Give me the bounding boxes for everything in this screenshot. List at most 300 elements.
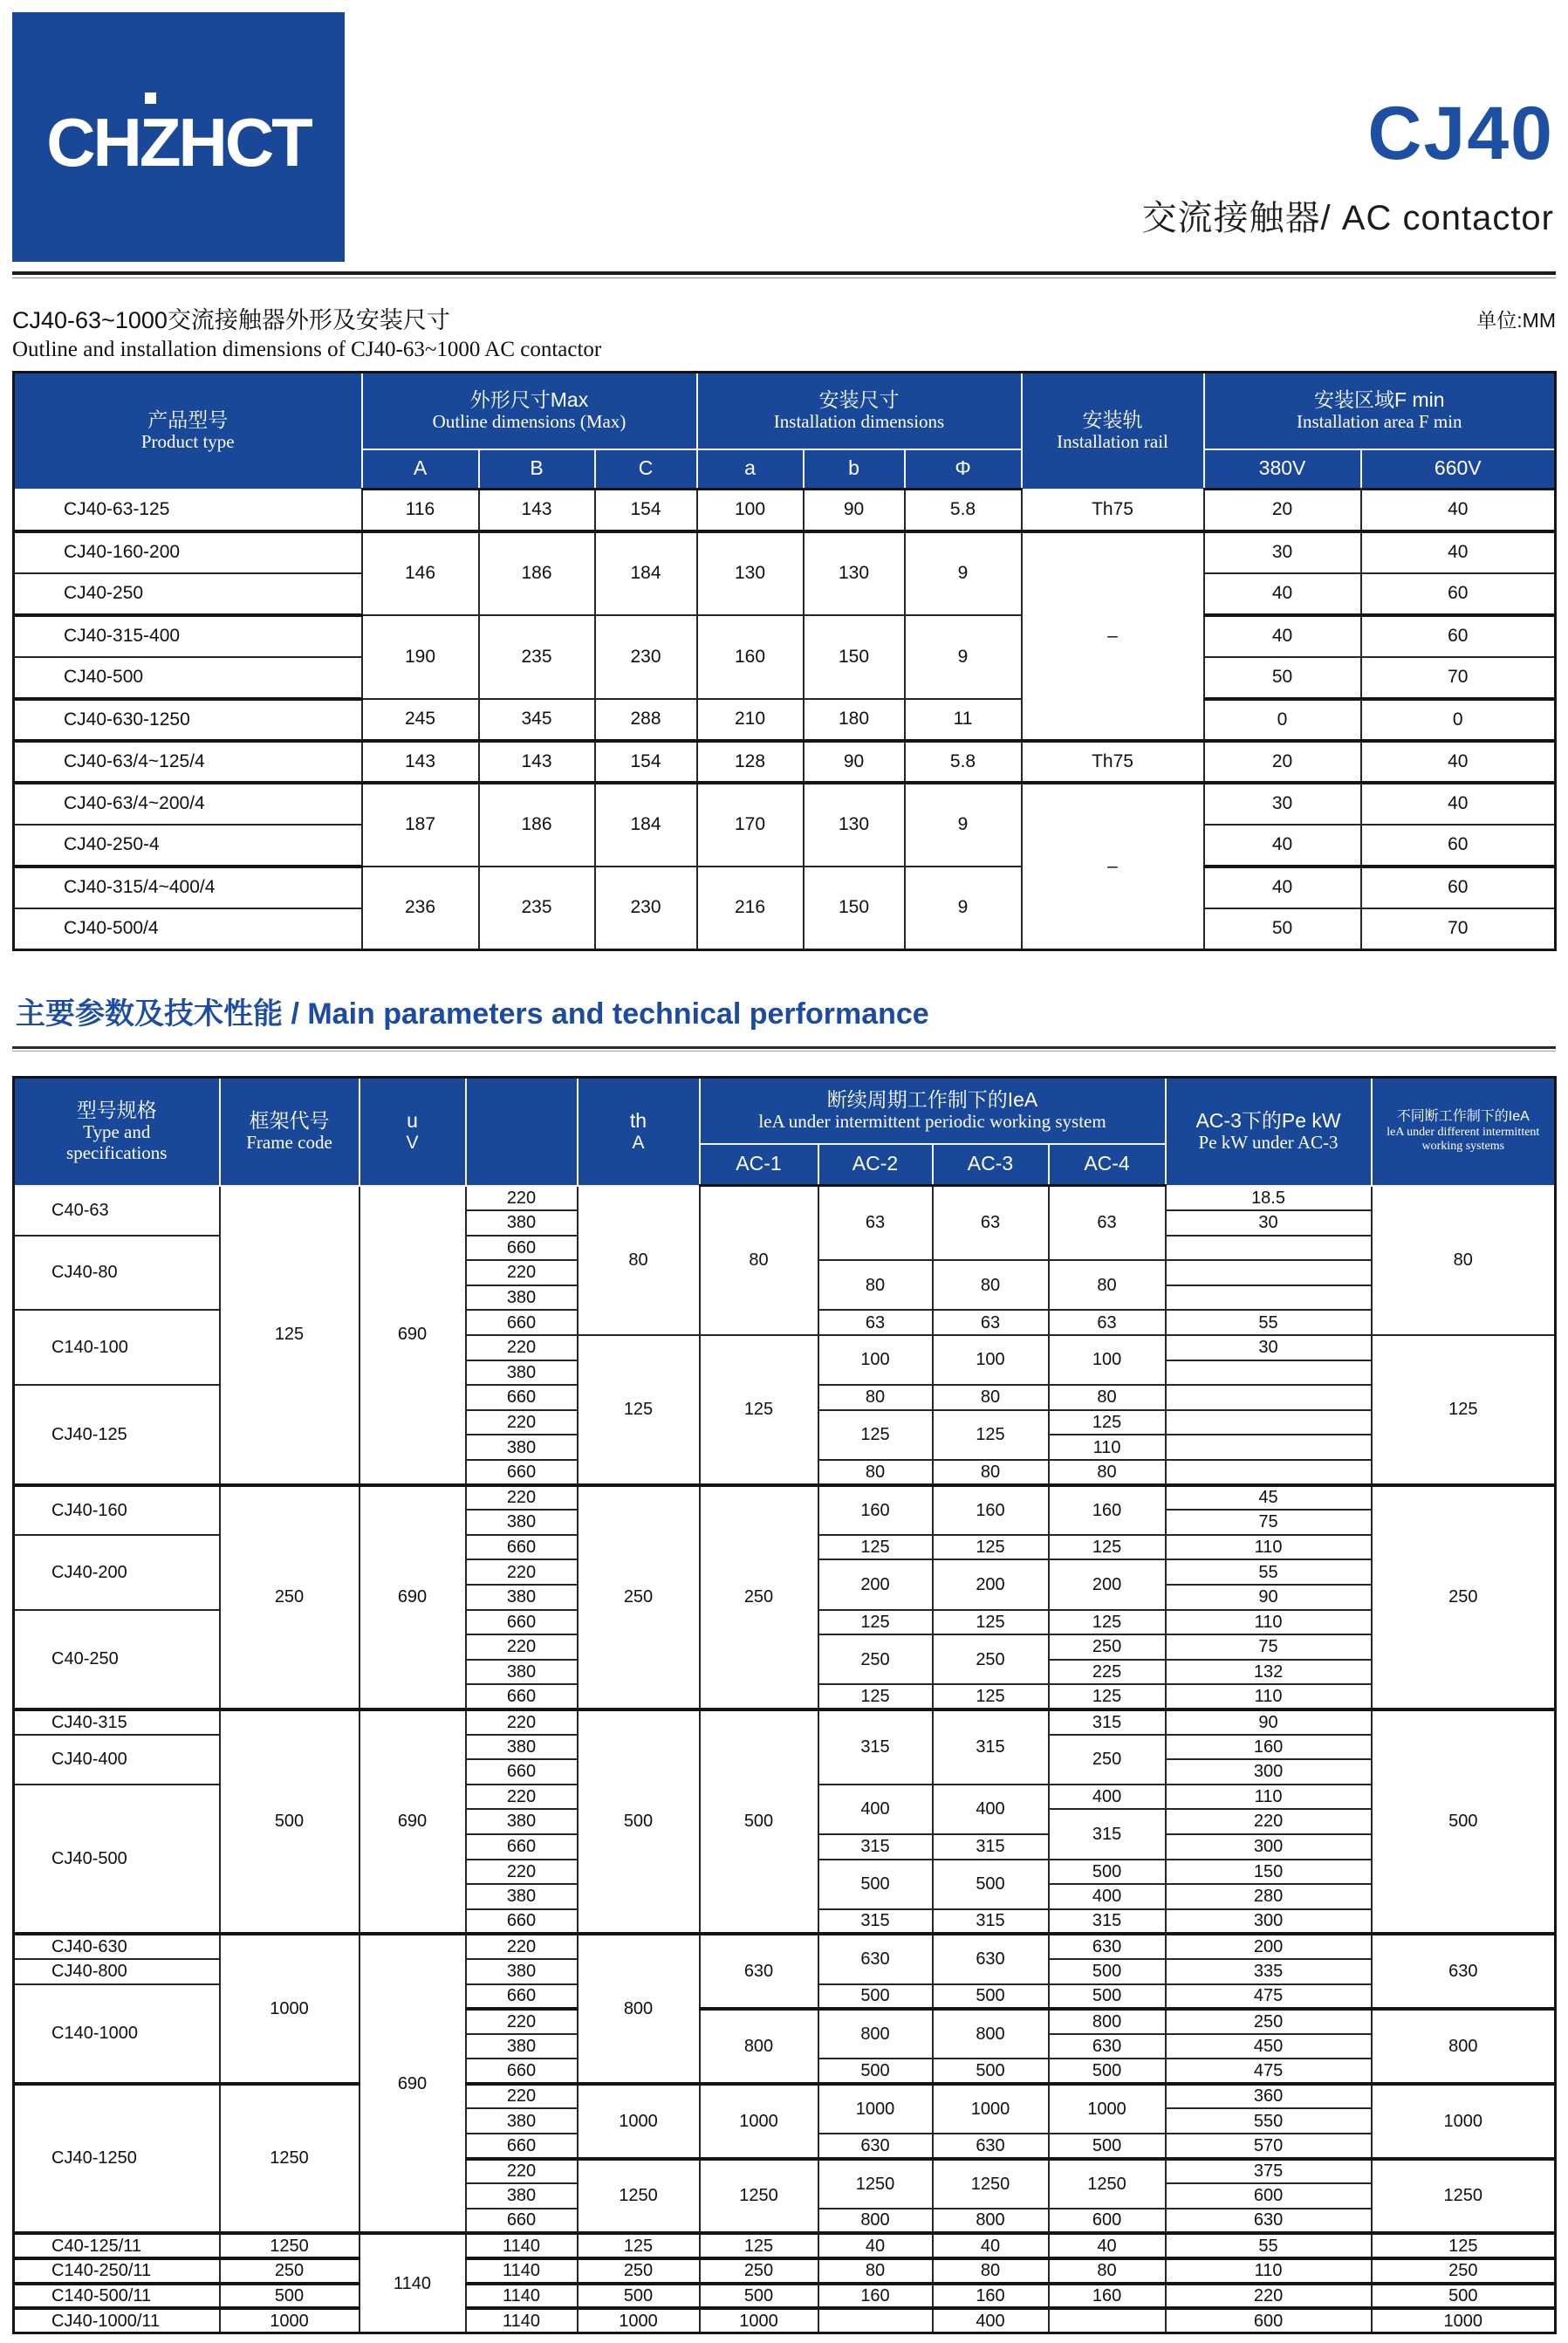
value-cell: 110 xyxy=(1166,2258,1372,2284)
value-cell: 1250 xyxy=(578,2159,700,2234)
value-cell: 125 xyxy=(933,1410,1049,1460)
value-cell: 280 xyxy=(1166,1884,1372,1909)
product-cell: CJ40-63-125 xyxy=(14,490,362,531)
product-cell: CJ40-250-4 xyxy=(14,825,362,867)
value-cell: 220 xyxy=(466,1860,578,1885)
value-cell: 1140 xyxy=(359,2233,466,2333)
value-cell: 220 xyxy=(466,1186,578,1211)
value-cell: 110 xyxy=(1166,1535,1372,1560)
value-cell: 400 xyxy=(933,1785,1049,1834)
value-cell: 380 xyxy=(466,1510,578,1535)
product-cell: CJ40-250 xyxy=(14,573,362,615)
value-cell: 110 xyxy=(1166,1785,1372,1810)
header-cell: A xyxy=(362,449,479,490)
value-cell: 125 xyxy=(1049,1684,1166,1709)
value-cell: 40 xyxy=(1204,825,1361,867)
value-cell: 380 xyxy=(466,1809,578,1834)
value-cell: 315 xyxy=(1049,1809,1166,1859)
value-cell: 110 xyxy=(1166,1684,1372,1709)
value-cell: 80 xyxy=(818,1260,933,1310)
value-cell: 660 xyxy=(466,1385,578,1410)
value-cell: 500 xyxy=(818,2059,933,2084)
value-cell: 315 xyxy=(818,1909,933,1935)
table-row xyxy=(14,1078,1556,1144)
value-cell: 150 xyxy=(804,615,905,699)
value-cell: 315 xyxy=(933,1909,1049,1935)
table-row xyxy=(14,741,1556,783)
value-cell: 30 xyxy=(1166,1210,1372,1236)
value-cell: 200 xyxy=(1049,1559,1166,1609)
value-cell: 500 xyxy=(220,1709,359,1934)
value-cell: – xyxy=(1022,531,1204,741)
product-cell: CJ40-400 xyxy=(14,1735,220,1785)
table-row xyxy=(14,2308,1556,2333)
value-cell: 236 xyxy=(362,867,479,950)
value-cell: 300 xyxy=(1166,1759,1372,1785)
value-cell: 315 xyxy=(818,1834,933,1860)
value-cell: 380 xyxy=(466,2108,578,2134)
value-cell: 70 xyxy=(1361,657,1556,699)
value-cell: 125 xyxy=(818,1610,933,1635)
value-cell: 375 xyxy=(1166,2159,1372,2184)
value-cell: 250 xyxy=(1372,1485,1556,1709)
value-cell: 800 xyxy=(933,2209,1049,2234)
value-cell: 63 xyxy=(933,1186,1049,1261)
value-cell: 500 xyxy=(1049,1984,1166,2010)
value-cell: 40 xyxy=(1361,741,1556,783)
value-cell: 90 xyxy=(1166,1709,1372,1735)
product-cell: C140-100 xyxy=(14,1310,220,1385)
parameters-table xyxy=(12,1076,1557,2334)
value-cell: 315 xyxy=(933,1834,1049,1860)
value-cell: 170 xyxy=(697,783,804,867)
value-cell: 20 xyxy=(1204,741,1361,783)
value-cell: 1000 xyxy=(700,2308,818,2333)
value-cell: 630 xyxy=(1372,1934,1556,2009)
section2-divider xyxy=(12,1046,1556,1052)
value-cell: 80 xyxy=(818,2258,933,2284)
product-cell: CJ40-500 xyxy=(14,657,362,699)
value-cell: 125 xyxy=(818,1684,933,1709)
value-cell: 500 xyxy=(933,1984,1049,2010)
value-cell: 50 xyxy=(1204,908,1361,950)
header-cell: AC-4 xyxy=(1049,1144,1166,1186)
value-cell: 11 xyxy=(905,699,1022,741)
value-cell: 500 xyxy=(933,2059,1049,2084)
value-cell: 1000 xyxy=(818,2084,933,2134)
value-cell: 80 xyxy=(578,1186,700,1336)
value-cell: 220 xyxy=(466,1559,578,1585)
value-cell: 184 xyxy=(595,783,697,867)
table-row xyxy=(14,867,1556,908)
value-cell: 690 xyxy=(359,1709,466,1934)
value-cell: 630 xyxy=(1049,2034,1166,2059)
value-cell: 1000 xyxy=(220,1934,359,2084)
value-cell: 160 xyxy=(1049,2284,1166,2309)
table-row xyxy=(14,373,1556,449)
value-cell: 220 xyxy=(466,1485,578,1511)
section1-title-en: Outline and installation dimensions of CJ40-63~1000 AC contactor xyxy=(12,338,602,361)
value-cell: 250 xyxy=(1049,1735,1166,1785)
value-cell: 40 xyxy=(818,2233,933,2258)
value-cell: 220 xyxy=(466,2159,578,2184)
value-cell: 250 xyxy=(700,2258,818,2284)
value-cell: 1000 xyxy=(1372,2084,1556,2159)
value-cell: 380 xyxy=(466,1959,578,1984)
value-cell: 20 xyxy=(1204,490,1361,531)
value-cell: 690 xyxy=(359,1485,466,1709)
value-cell: 400 xyxy=(1049,1884,1166,1909)
value-cell: 187 xyxy=(362,783,479,867)
value-cell: 380 xyxy=(466,1210,578,1236)
value-cell: 90 xyxy=(804,741,905,783)
value-cell: 475 xyxy=(1166,2059,1372,2084)
value-cell: 63 xyxy=(818,1310,933,1335)
value-cell: 116 xyxy=(362,490,479,531)
value-cell: 1140 xyxy=(466,2308,578,2333)
value-cell: 220 xyxy=(466,2084,578,2109)
dimensions-table xyxy=(12,371,1557,951)
value-cell: 500 xyxy=(1049,2134,1166,2159)
value-cell: 800 xyxy=(578,1934,700,2084)
value-cell: 500 xyxy=(578,2284,700,2309)
model-subtitle: 交流接触器/ AC contactor xyxy=(1141,199,1554,237)
value-cell: 225 xyxy=(1049,1660,1166,1685)
value-cell: 660 xyxy=(466,2209,578,2234)
header-cell: 断续周期工作制下的IeA leA under intermittent periodic working system xyxy=(700,1078,1166,1144)
value-cell: 80 xyxy=(1049,2258,1166,2284)
value-cell: 600 xyxy=(1166,2308,1372,2333)
value-cell: Th75 xyxy=(1022,490,1204,531)
value-cell xyxy=(1049,2308,1166,2333)
header-cell: 安装区域F min Installation area F min xyxy=(1204,373,1556,449)
value-cell: 70 xyxy=(1361,908,1556,950)
table-row xyxy=(14,2258,1556,2284)
value-cell: 9 xyxy=(905,783,1022,867)
value-cell: 125 xyxy=(1049,1610,1166,1635)
value-cell: 380 xyxy=(466,1435,578,1460)
page-header xyxy=(12,12,1556,264)
value-cell: 660 xyxy=(466,1535,578,1560)
value-cell: 40 xyxy=(1204,615,1361,657)
value-cell: 160 xyxy=(1166,1735,1372,1760)
value-cell: 40 xyxy=(1361,783,1556,825)
value-cell: 250 xyxy=(220,1485,359,1709)
value-cell: 30 xyxy=(1166,1335,1372,1360)
brand-logo-text: CHZHCT xyxy=(46,103,311,181)
value-cell: 380 xyxy=(466,1735,578,1760)
value-cell: 55 xyxy=(1166,1310,1372,1335)
product-cell: CJ40-200 xyxy=(14,1535,220,1610)
value-cell: 220 xyxy=(466,1934,578,1959)
value-cell: 630 xyxy=(933,1934,1049,1983)
header-cell: a xyxy=(697,449,804,490)
value-cell: 630 xyxy=(818,2134,933,2159)
value-cell: 380 xyxy=(466,1360,578,1386)
value-cell: 80 xyxy=(933,1385,1049,1410)
value-cell: 125 xyxy=(1372,1335,1556,1485)
value-cell: 1140 xyxy=(466,2233,578,2258)
product-cell: C40-125/11 xyxy=(14,2233,220,2258)
value-cell: 660 xyxy=(466,1610,578,1635)
value-cell: 315 xyxy=(1049,1909,1166,1935)
value-cell: 9 xyxy=(905,615,1022,699)
value-cell: 110 xyxy=(1049,1435,1166,1460)
header-cell: 380V xyxy=(1204,449,1361,490)
value-cell: 80 xyxy=(1049,1385,1166,1410)
value-cell: 475 xyxy=(1166,1984,1372,2010)
product-cell: CJ40-125 xyxy=(14,1385,220,1484)
value-cell: 1140 xyxy=(466,2258,578,2284)
header-cell xyxy=(466,1078,578,1186)
product-cell: CJ40-800 xyxy=(14,1959,220,1984)
value-cell: 380 xyxy=(466,1884,578,1909)
table-row xyxy=(14,1485,1556,1511)
value-cell: 400 xyxy=(933,2308,1049,2333)
value-cell: 230 xyxy=(595,867,697,950)
value-cell: 40 xyxy=(1204,573,1361,615)
value-cell: 345 xyxy=(479,699,595,741)
value-cell: 63 xyxy=(818,1186,933,1261)
value-cell: 400 xyxy=(1049,1785,1166,1810)
value-cell: 80 xyxy=(1372,1186,1556,1336)
value-cell: 315 xyxy=(933,1709,1049,1785)
table-row xyxy=(14,2084,1556,2109)
value-cell: 40 xyxy=(1361,531,1556,573)
value-cell: 75 xyxy=(1166,1634,1372,1660)
value-cell: 100 xyxy=(1049,1335,1166,1385)
value-cell: 125 xyxy=(1372,2233,1556,2258)
value-cell: 800 xyxy=(1372,2009,1556,2084)
value-cell: 380 xyxy=(466,1585,578,1610)
header-cell: 外形尺寸Max Outline dimensions (Max) xyxy=(362,373,697,449)
value-cell: 110 xyxy=(1166,1610,1372,1635)
value-cell: 125 xyxy=(700,1335,818,1485)
value-cell xyxy=(818,2308,933,2333)
dimensions-section-titles xyxy=(12,301,601,362)
value-cell: 5.8 xyxy=(905,741,1022,783)
value-cell: 660 xyxy=(466,1236,578,1261)
value-cell: 1000 xyxy=(700,2084,818,2159)
value-cell: 315 xyxy=(1049,1709,1166,1735)
value-cell: 186 xyxy=(479,783,595,867)
table-row xyxy=(14,531,1556,573)
value-cell: 125 xyxy=(700,2233,818,2258)
value-cell: 250 xyxy=(578,1485,700,1709)
value-cell: 125 xyxy=(933,1684,1049,1709)
value-cell: 570 xyxy=(1166,2134,1372,2159)
value-cell: 45 xyxy=(1166,1485,1372,1511)
value-cell: 50 xyxy=(1204,657,1361,699)
value-cell: 1250 xyxy=(1372,2159,1556,2234)
value-cell: 60 xyxy=(1361,573,1556,615)
value-cell: 250 xyxy=(1166,2009,1372,2034)
value-cell: 160 xyxy=(818,1485,933,1535)
value-cell: 1250 xyxy=(220,2233,359,2258)
value-cell: 660 xyxy=(466,2059,578,2084)
value-cell: 60 xyxy=(1361,867,1556,908)
value-cell: 600 xyxy=(1166,2183,1372,2209)
product-cell: CJ40-315-400 xyxy=(14,615,362,657)
value-cell: 600 xyxy=(1049,2209,1166,2234)
value-cell: 40 xyxy=(1361,490,1556,531)
value-cell: 125 xyxy=(220,1186,359,1485)
value-cell: 660 xyxy=(466,1759,578,1785)
value-cell xyxy=(1166,1360,1372,1386)
value-cell: 130 xyxy=(804,783,905,867)
value-cell: 216 xyxy=(697,867,804,950)
value-cell: 500 xyxy=(818,1984,933,2010)
value-cell: 150 xyxy=(804,867,905,950)
value-cell: 660 xyxy=(466,1984,578,2010)
table-row xyxy=(14,2284,1556,2309)
table-row xyxy=(14,699,1556,741)
value-cell: 220 xyxy=(466,1634,578,1660)
logo-dot-icon xyxy=(145,92,156,104)
value-cell: 800 xyxy=(933,2009,1049,2059)
value-cell: 200 xyxy=(818,1559,933,1609)
unit-label: 单位:MM xyxy=(1476,309,1556,332)
product-cell: CJ40-63/4~125/4 xyxy=(14,741,362,783)
value-cell: 690 xyxy=(359,1934,466,2233)
value-cell: 160 xyxy=(1049,1485,1166,1535)
table-row xyxy=(14,1186,1556,1211)
value-cell: 128 xyxy=(697,741,804,783)
value-cell: 5.8 xyxy=(905,490,1022,531)
value-cell: 80 xyxy=(933,2258,1049,2284)
value-cell: 0 xyxy=(1204,699,1361,741)
value-cell: 1250 xyxy=(933,2159,1049,2209)
value-cell: 1000 xyxy=(1049,2084,1166,2134)
value-cell xyxy=(1166,1460,1372,1485)
value-cell: 40 xyxy=(1204,867,1361,908)
value-cell: Th75 xyxy=(1022,741,1204,783)
value-cell: 125 xyxy=(578,2233,700,2258)
value-cell: 288 xyxy=(595,699,697,741)
value-cell: 125 xyxy=(818,1410,933,1460)
value-cell xyxy=(1166,1410,1372,1435)
value-cell: 75 xyxy=(1166,1510,1372,1535)
header-cell: C xyxy=(595,449,697,490)
value-cell: 220 xyxy=(1166,1809,1372,1834)
value-cell: 630 xyxy=(818,1934,933,1983)
value-cell: 360 xyxy=(1166,2084,1372,2109)
product-cell: C140-250/11 xyxy=(14,2258,220,2284)
value-cell: 200 xyxy=(933,1559,1049,1609)
section2-title: 主要参数及技术性能 / Main parameters and technical performance xyxy=(16,997,929,1031)
value-cell: 132 xyxy=(1166,1660,1372,1685)
value-cell: 154 xyxy=(595,490,697,531)
product-cell: CJ40-630-1250 xyxy=(14,699,362,741)
header-cell: 安装轨 Installation rail xyxy=(1022,373,1204,490)
value-cell: 250 xyxy=(818,1634,933,1684)
product-cell: C40-250 xyxy=(14,1610,220,1709)
value-cell: 800 xyxy=(818,2009,933,2059)
value-cell: 30 xyxy=(1204,531,1361,573)
table-row xyxy=(14,2233,1556,2258)
value-cell: 500 xyxy=(933,1860,1049,1909)
value-cell: 63 xyxy=(1049,1310,1166,1335)
value-cell: 1000 xyxy=(578,2084,700,2159)
value-cell: 220 xyxy=(466,1785,578,1810)
model-title: CJ40 xyxy=(1367,92,1554,175)
value-cell xyxy=(1166,1236,1372,1261)
value-cell: 100 xyxy=(697,490,804,531)
value-cell: 125 xyxy=(818,1535,933,1560)
value-cell: 154 xyxy=(595,741,697,783)
value-cell: 500 xyxy=(1049,1959,1166,1984)
value-cell: 500 xyxy=(1372,2284,1556,2309)
header-cell: 660V xyxy=(1361,449,1556,490)
value-cell: 125 xyxy=(1049,1410,1166,1435)
product-cell: CJ40-160-200 xyxy=(14,531,362,573)
value-cell xyxy=(1166,1260,1372,1285)
header-cell: 不同断工作制下的IeA leA under different intermittent working systems xyxy=(1372,1078,1556,1186)
value-cell: 500 xyxy=(1372,1709,1556,1934)
value-cell: 80 xyxy=(818,1385,933,1410)
value-cell: 90 xyxy=(804,490,905,531)
value-cell: 220 xyxy=(466,2009,578,2034)
product-cell: CJ40-1250 xyxy=(14,2084,220,2234)
value-cell: 245 xyxy=(362,699,479,741)
product-cell: CJ40-500 xyxy=(14,1785,220,1935)
product-cell: C140-500/11 xyxy=(14,2284,220,2309)
value-cell: 380 xyxy=(466,2034,578,2059)
value-cell: 250 xyxy=(220,2258,359,2284)
value-cell: 9 xyxy=(905,531,1022,615)
header-cell: Φ xyxy=(905,449,1022,490)
value-cell: 250 xyxy=(1049,1634,1166,1660)
value-cell: 160 xyxy=(697,615,804,699)
value-cell: 146 xyxy=(362,531,479,615)
header-cell: AC-3下的Pe kW Pe kW under AC-3 xyxy=(1166,1078,1372,1186)
value-cell: 660 xyxy=(466,1834,578,1860)
value-cell: 80 xyxy=(818,1460,933,1485)
header-divider xyxy=(12,271,1556,278)
product-cell: C40-63 xyxy=(14,1186,220,1236)
product-cell: CJ40-315/4~400/4 xyxy=(14,867,362,908)
value-cell: 40 xyxy=(1049,2233,1166,2258)
value-cell: 630 xyxy=(1049,1934,1166,1959)
value-cell: 30 xyxy=(1204,783,1361,825)
product-cell: CJ40-1000/11 xyxy=(14,2308,220,2333)
value-cell: 630 xyxy=(933,2134,1049,2159)
section1-title-cn: CJ40-63~1000交流接触器外形及安装尺寸 xyxy=(12,307,450,333)
value-cell: 125 xyxy=(578,1335,700,1485)
value-cell: 235 xyxy=(479,615,595,699)
value-cell: 335 xyxy=(1166,1959,1372,1984)
value-cell: 1250 xyxy=(818,2159,933,2209)
value-cell: 80 xyxy=(700,1186,818,1336)
value-cell: 100 xyxy=(818,1335,933,1385)
value-cell: 60 xyxy=(1361,825,1556,867)
value-cell: 550 xyxy=(1166,2108,1372,2134)
value-cell: 150 xyxy=(1166,1860,1372,1885)
value-cell: 160 xyxy=(818,2284,933,2309)
value-cell: 220 xyxy=(466,1709,578,1735)
value-cell: 63 xyxy=(1049,1186,1166,1261)
header-cell: 型号规格 Type and specifications xyxy=(14,1078,220,1186)
value-cell: 180 xyxy=(804,699,905,741)
value-cell: 220 xyxy=(466,1260,578,1285)
value-cell xyxy=(1166,1435,1372,1460)
value-cell: 190 xyxy=(362,615,479,699)
value-cell: 250 xyxy=(700,1485,818,1709)
value-cell: 800 xyxy=(700,2009,818,2084)
header-cell: th A xyxy=(578,1078,700,1186)
value-cell: 220 xyxy=(466,1410,578,1435)
value-cell: 63 xyxy=(933,1310,1049,1335)
